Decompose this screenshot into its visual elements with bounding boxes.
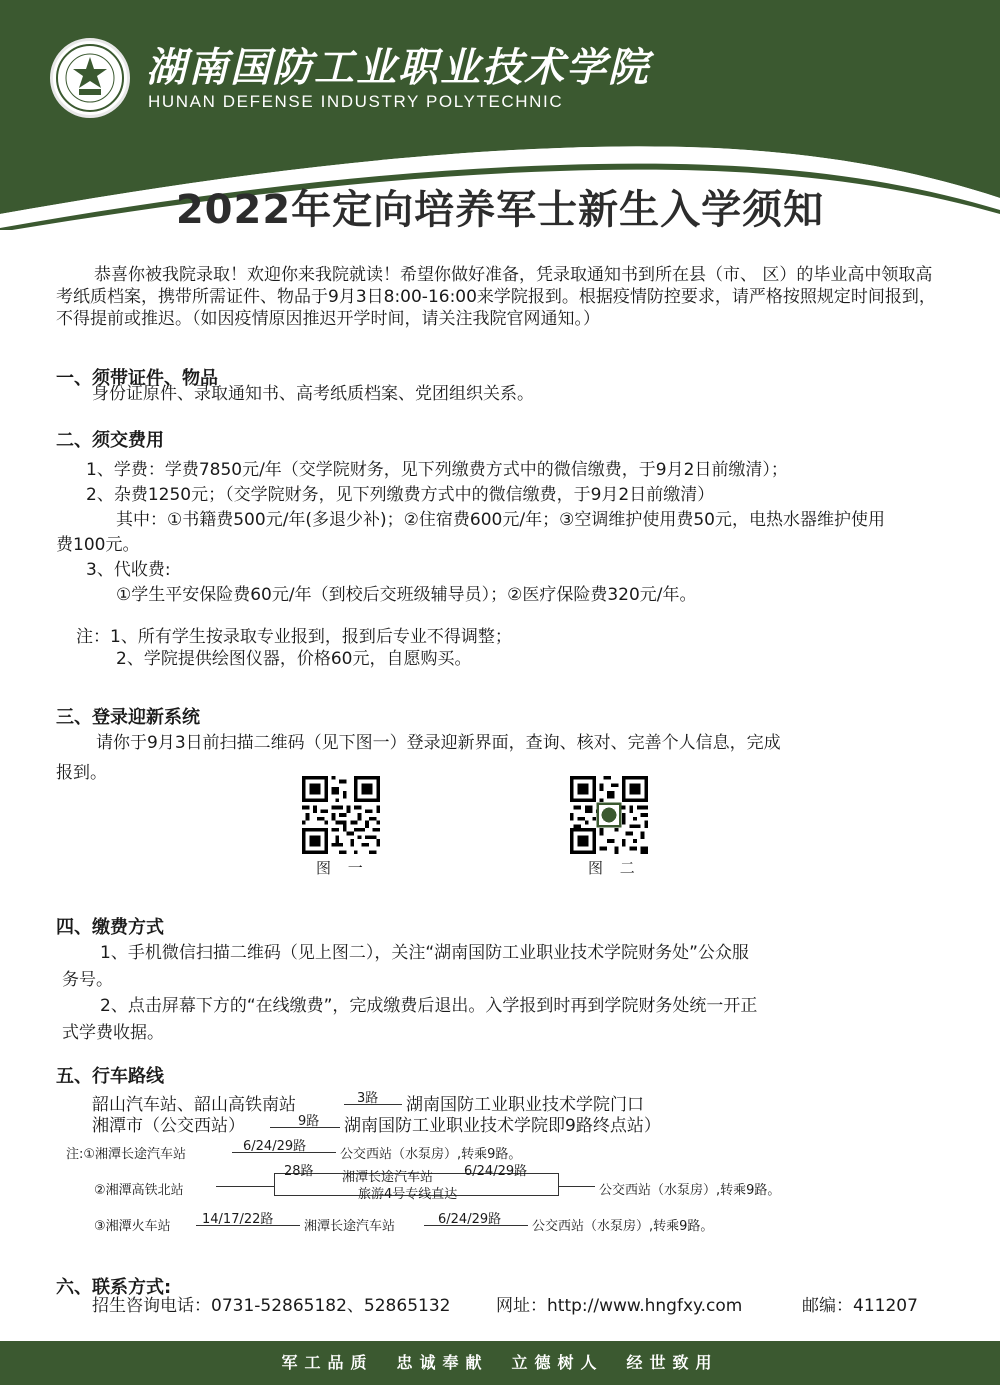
school-name-en: HUNAN DEFENSE INDUSTRY POLYTECHNIC	[148, 92, 564, 111]
section4-heading: 四、缴费方式	[56, 917, 164, 938]
fee-misc-detail: 其中：①书籍费500元/年(多退少补)；②住宿费600元/年；③空调维护使用费50元，电热水器维护使用	[116, 510, 885, 530]
route1-bus: 3路	[357, 1091, 379, 1106]
note-route1-origin: 注:①湘潭长途汽车站	[66, 1147, 187, 1162]
section5-heading: 五、行车路线	[56, 1066, 164, 1087]
school-logo	[50, 38, 130, 118]
contact-phone: 招生咨询电话：0731-52865182、52865132	[92, 1296, 451, 1316]
note-route1-line	[232, 1152, 336, 1153]
note-route2-destination: 公交西站（水泵房）,转乘9路。	[599, 1183, 781, 1198]
note-route3-bus-a: 14/17/22路	[202, 1212, 274, 1227]
route1-arrow-line	[344, 1104, 402, 1105]
section3-heading: 三、登录迎新系统	[56, 707, 200, 728]
note-route3-line-b	[424, 1225, 528, 1226]
payment-step-1-cont: 务号。	[62, 970, 113, 990]
note-route3-destination: 公交西站（水泵房）,转乘9路。	[532, 1219, 714, 1234]
note-route2-bus-b: 6/24/29路	[464, 1164, 528, 1179]
route1-origin: 韶山汽车站、韶山高铁南站	[92, 1095, 296, 1115]
note-route3-transfer: 湘潭长途汽车站	[304, 1219, 396, 1234]
fee-misc: 2、杂费1250元；（交学院财务，见下列缴费方式中的微信缴费，于9月2日前缴清）	[86, 485, 715, 505]
route2-arrow-line	[270, 1127, 340, 1128]
route1-destination: 湖南国防工业职业技术学院门口	[406, 1095, 644, 1115]
intro-paragraph	[56, 264, 946, 330]
note-route2-alternative: 旅游4号专线直达	[358, 1187, 458, 1202]
qr-code-payment[interactable]	[570, 776, 648, 854]
school-name-cn: 湖南国防工业职业技术学院	[146, 44, 650, 91]
qr2-caption: 图 二	[588, 859, 641, 877]
page-title: 2022年定向培养军士新生入学须知	[175, 187, 825, 233]
note-2: 2、学院提供绘图仪器，价格60元，自愿购买。	[116, 649, 472, 669]
fee-misc-detail-cont: 费100元。	[56, 535, 140, 555]
school-emblem-icon	[53, 41, 127, 115]
footer-slogan: 军工品质 忠诚奉献 立德树人 经世致用	[0, 1341, 1000, 1385]
payment-step-2-cont: 式学费收据。	[62, 1023, 164, 1043]
qr-code-registration[interactable]	[302, 776, 380, 854]
intro-text: 恭喜你被我院录取！欢迎你来我院就读！希望你做好准备，凭录取通知书到所在县（市、 区）的毕业高中领取高考纸质档案，携带所需证件、物品于9月3日8:00-16:00来学院报到。根据疫情防控要求，请严格按照规定时间报到，不得提前或推迟。（如因疫情原因推迟开学时间，请关注我院官网通知。）	[56, 265, 936, 329]
note-route2-bus-a: 28路	[284, 1164, 314, 1179]
section6-heading: 六、联系方式:	[56, 1277, 172, 1298]
contact-postcode: 邮编：411207	[802, 1296, 918, 1316]
note-route2-line-in	[216, 1186, 274, 1187]
note-route2-origin: ②湘潭高铁北站	[94, 1183, 184, 1198]
section3-text: 请你于9月3日前扫描二维码（见下图一）登录迎新界面，查询、核对、完善个人信息，完成	[96, 733, 781, 753]
note-route3-origin: ③湘潭火车站	[94, 1219, 171, 1234]
route2-destination: 湖南国防工业职业技术学院即9路终点站）	[344, 1116, 661, 1136]
note-route1-destination: 公交西站（水泵房）,转乘9路。	[340, 1147, 522, 1162]
fee-tuition: 1、学费：学费7850元/年（交学院财务，见下列缴费方式中的微信缴费，于9月2日前缴清）；	[86, 460, 788, 480]
section1-text: 身份证原件、录取通知书、高考纸质档案、党团组织关系。	[92, 384, 534, 404]
payment-step-2: 2、点击屏幕下方的“在线缴费”，完成缴费后退出。入学报到时再到学院财务处统一开正	[100, 996, 758, 1016]
fee-collected-detail: ①学生平安保险费60元/年（到校后交班级辅导员）；②医疗保险费320元/年。	[116, 585, 697, 605]
note-route2-line-out	[559, 1186, 595, 1187]
note-route1-bus: 6/24/29路	[243, 1139, 307, 1154]
note-route3-bus-b: 6/24/29路	[438, 1212, 502, 1227]
qr1-caption: 图 一	[316, 859, 369, 877]
fee-collected: 3、代收费:	[86, 560, 171, 580]
section2-heading: 二、须交费用	[56, 430, 164, 451]
note-route3-line-a	[196, 1225, 300, 1226]
note-1: 注：1、所有学生按录取专业报到，报到后专业不得调整；	[76, 627, 512, 647]
route2-origin: 湘潭市（公交西站）	[92, 1116, 245, 1136]
note-route2-transfer: 湘潭长途汽车站	[342, 1170, 434, 1185]
payment-step-1: 1、手机微信扫描二维码（见上图二），关注“湖南国防工业职业技术学院财务处”公众服	[100, 943, 749, 963]
section1-heading: 一、须带证件、物品	[56, 368, 218, 389]
route2-bus: 9路	[298, 1114, 320, 1129]
section3-text-cont: 报到。	[56, 763, 107, 783]
contact-website[interactable]: 网址：http://www.hngfxy.com	[496, 1296, 743, 1316]
